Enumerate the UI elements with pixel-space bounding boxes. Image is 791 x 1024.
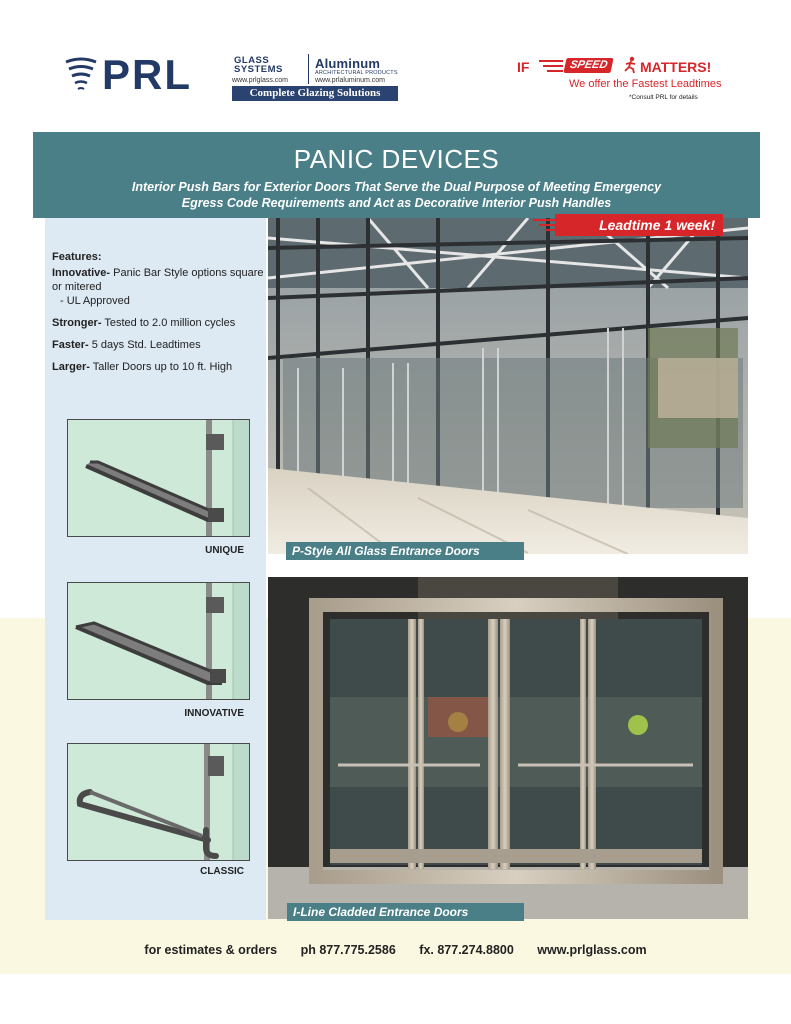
aluminum-title: Aluminum — [315, 56, 381, 71]
storefront-photo-icon — [268, 218, 748, 554]
glass-systems-line1: GLASS — [234, 55, 270, 66]
feature-label: Larger- — [52, 361, 90, 373]
logo-divider — [308, 54, 309, 84]
square-push-bar-icon — [68, 420, 250, 537]
glass-systems-label — [234, 56, 283, 74]
leadtime-badge: Leadtime 1 week! — [555, 214, 723, 236]
speed-word: SPEED — [563, 58, 613, 73]
page-title: PANIC DEVICES — [293, 144, 500, 174]
footer-fax: fx. 877.274.8800 — [419, 943, 514, 957]
photo-i-line-doors — [268, 577, 748, 919]
handle-label-classic: CLASSIC — [200, 866, 244, 877]
feature-item-larger — [52, 360, 264, 374]
swirl-logo-icon — [64, 56, 98, 94]
feature-text: 5 days Std. Leadtimes — [88, 339, 201, 351]
feature-item-innovative — [52, 266, 264, 308]
cladded-doors-photo-icon — [268, 577, 748, 919]
feature-label: Faster- — [52, 339, 89, 351]
footer-contact — [0, 943, 791, 957]
feature-item-faster — [52, 338, 264, 352]
feature-label: Stronger- — [52, 317, 102, 329]
speed-if: IF — [517, 59, 530, 75]
handle-label-unique: UNIQUE — [205, 545, 244, 556]
feature-extra: - UL Approved — [60, 295, 130, 307]
round-push-bar-icon — [68, 744, 250, 861]
footer-estimates: for estimates & orders — [144, 943, 278, 957]
subtitle-line-1: Interior Push Bars for Exterior Doors That Serve the Dual Purpose of Meeting Emergency — [131, 180, 662, 194]
handle-image-classic — [67, 743, 250, 861]
caption-i-line: I-Line Cladded Entrance Doors — [287, 903, 524, 921]
prl-logo[interactable] — [64, 52, 404, 104]
aluminum-subtitle: ARCHITECTURAL PRODUCTS — [315, 70, 398, 76]
page-subtitle — [33, 179, 760, 211]
tagline-bar: Complete Glazing Solutions — [232, 86, 398, 101]
speed-streaks-icon — [539, 59, 563, 73]
speed-matters-badge — [517, 56, 747, 104]
footer-phone[interactable]: ph 877.775.2586 — [300, 943, 396, 957]
handle-label-innovative: INNOVATIVE — [184, 708, 244, 719]
consult-note: *Consult PRL for details — [629, 94, 698, 101]
feature-text: Taller Doors up to 10 ft. High — [89, 361, 233, 373]
feature-text: Tested to 2.0 million cycles — [101, 317, 236, 329]
subtitle-line-2: Egress Code Requirements and Act as Decorative Interior Push Handles — [181, 196, 612, 210]
brand-name: PRL — [102, 51, 192, 98]
fastest-leadtimes-text: We offer the Fastest Leadtimes — [569, 78, 722, 90]
running-man-icon — [622, 56, 638, 74]
feature-text: Panic Bar Style options square or mitered — [52, 267, 264, 293]
mitered-push-bar-icon — [68, 583, 250, 700]
footer-website[interactable]: www.prlglass.com — [537, 943, 647, 957]
photo-p-style-doors — [268, 218, 748, 554]
feature-item-stronger — [52, 316, 264, 330]
title-banner — [33, 132, 760, 218]
handle-image-innovative — [67, 582, 250, 700]
aluminum-url[interactable]: www.prlaluminum.com — [315, 77, 386, 84]
glass-systems-line2: SYSTEMS — [234, 64, 283, 75]
speed-matters: MATTERS! — [640, 59, 712, 75]
features-list — [52, 250, 264, 382]
caption-p-style: P-Style All Glass Entrance Doors — [286, 542, 524, 560]
feature-label: Innovative- — [52, 267, 111, 279]
features-header: Features: — [52, 251, 102, 263]
glass-url[interactable]: www.prlglass.com — [232, 77, 289, 84]
handle-image-unique — [67, 419, 250, 537]
